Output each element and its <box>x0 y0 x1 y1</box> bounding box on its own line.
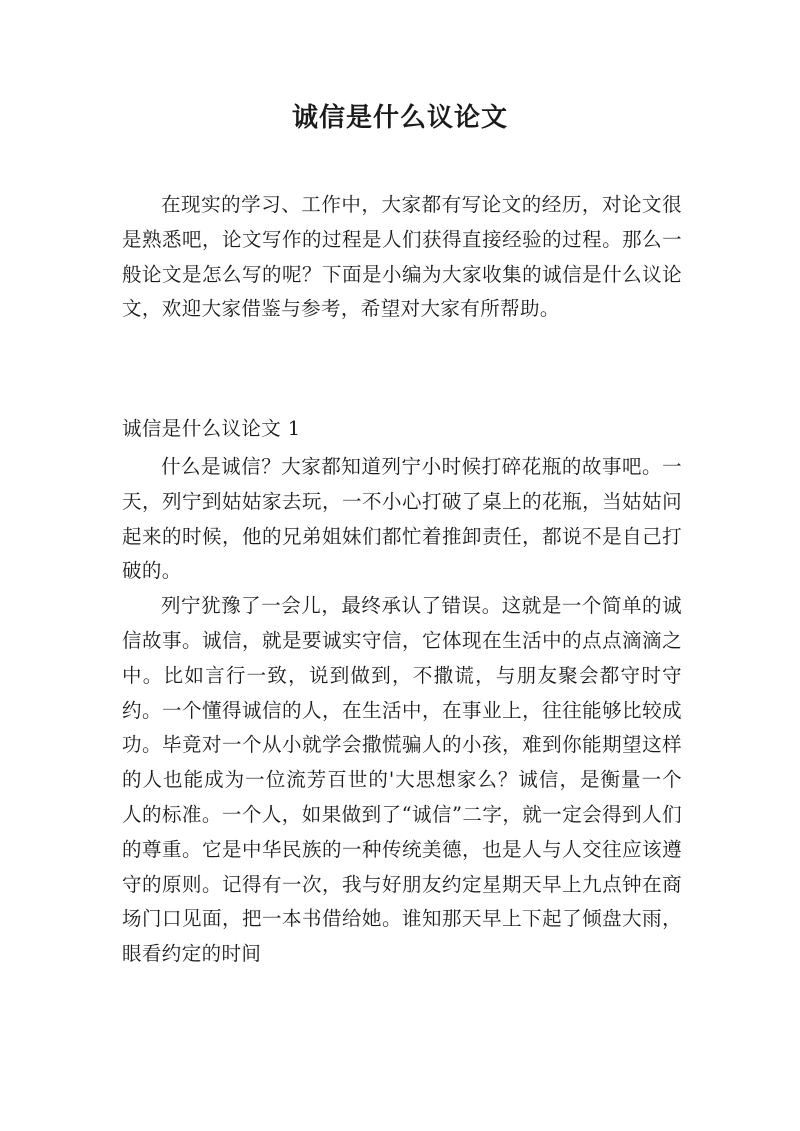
intro-paragraph: 在现实的学习、工作中，大家都有写论文的经历，对论文很是熟悉吧，论文写作的过程是人们获得直接经验的过程。那么一般论文是怎么写的呢？下面是小编为大家收集的诚信是什么议论文，欢迎大家借鉴与参考，希望对大家有所帮助。 <box>122 193 682 321</box>
body-paragraph-2: 列宁犹豫了一会儿，最终承认了错误。这就是一个简单的诚信故事。诚信，就是要诚实守信，它体现在生活中的点点滴滴之中。比如言行一致，说到做到，不撒谎，与朋友聚会都守时守约。一个懂得诚信的人，在生活中，在事业上，往往能够比较成功。毕竟对一个从小就学会撒慌骗人的小孩，难到你能期望这样的人也能成为一位流芳百世的'大思想家么？诚信，是衡量一个人的标准。一个人，如果做到了“诚信”二字，就一定会得到人们的尊重。它是中华民族的一种传统美德，也是人与人交往应该遵守的原则。记得有一次，我与好朋友约定星期天早上九点钟在商场门口见面，把一本书借给她。谁知那天早上下起了倾盘大雨，眼看约定的时间 <box>122 594 682 966</box>
section-heading: 诚信是什么议论文 1 <box>122 417 301 440</box>
document-title: 诚信是什么议论文 <box>291 103 508 133</box>
intro-section <box>122 188 682 327</box>
body-paragraph-1: 什么是诚信？大家都知道列宁小时候打碎花瓶的故事吧。一天，列宁到姑姑家去玩，一不小心打破了桌上的花瓶，当姑姑问起来的时候，他的兄弟姐妹们都忙着推卸责任，都说不是自己打破的。 <box>122 455 682 583</box>
body-section <box>122 450 682 972</box>
